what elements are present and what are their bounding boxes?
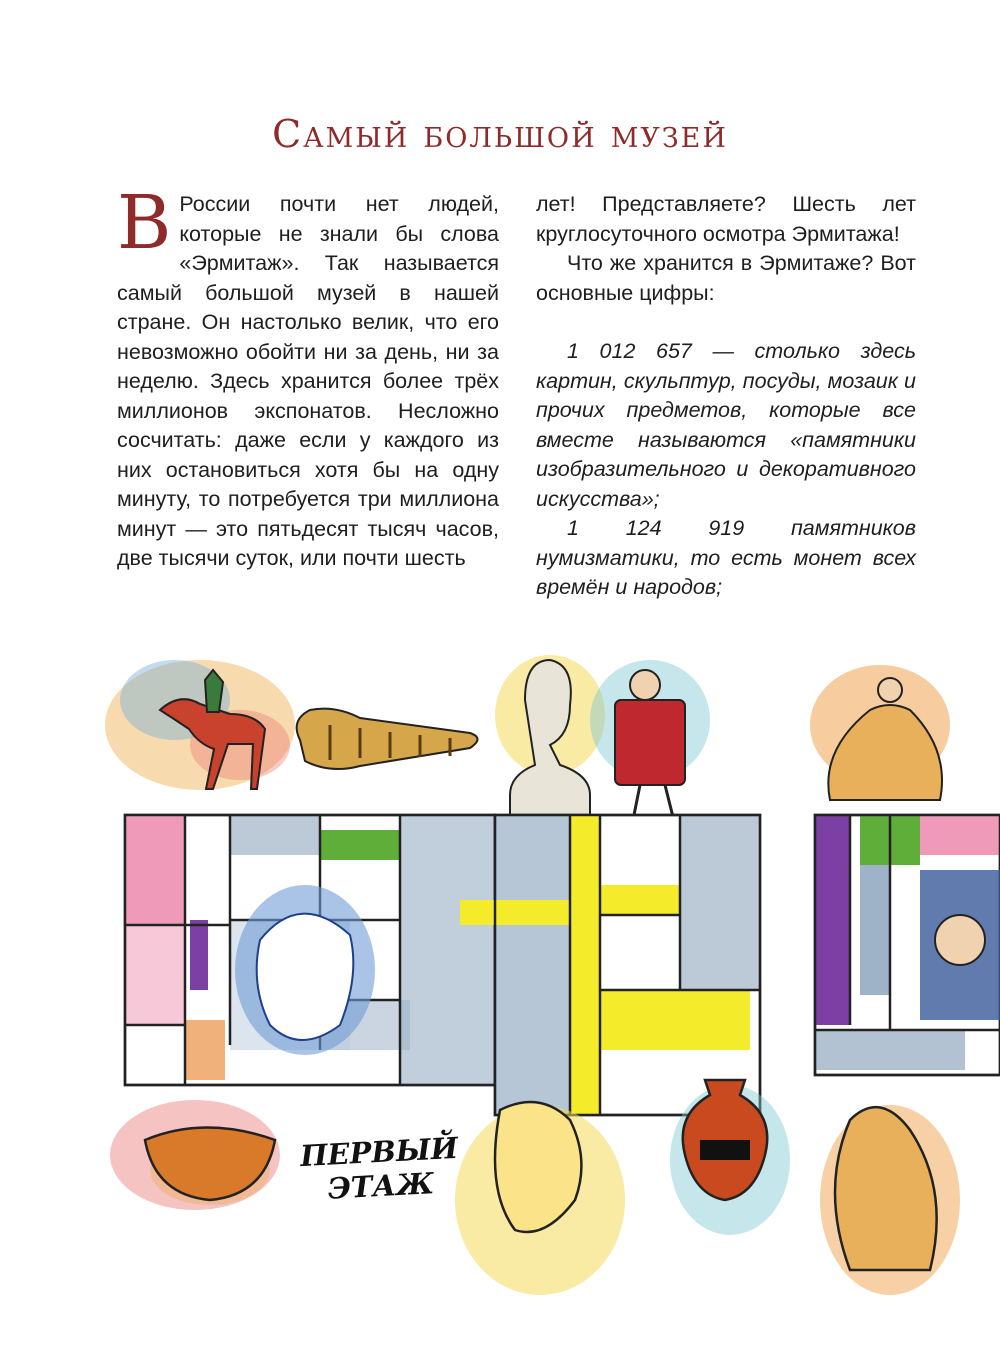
floor-label-line1: ПЕРВЫЙ	[299, 1130, 459, 1174]
lady-portrait-icon	[920, 870, 1000, 1020]
page-title: Самый большой музей	[272, 112, 728, 156]
intro-text: России почти нет людей, которые не знали бы слова «Эрмитаж». Так называется самый большой музей в нашей стране. Он настолько велик, что его невозможно обойти ни за день, ни за неделю. Здесь хранится более трёх миллионов экспонатов. Несложно сосчитать: даже если у каждого из них остановиться хотя бы на одну минуту, то потребуется три миллиона минут — это пятьдесят тысяч часов, две тысячи суток, или почти шесть	[117, 192, 499, 570]
dropcap-letter: В	[117, 180, 172, 266]
floor-label	[298, 1131, 461, 1207]
mummy-sarcophagus-icon	[297, 709, 478, 769]
zeus-head-icon	[235, 885, 375, 1055]
right-column	[536, 190, 916, 603]
figure-item-numismatics: 1 124 919 памятников нумизматики, то есть монет всех времён и народов;	[536, 516, 916, 599]
intro-paragraph	[117, 180, 499, 574]
left-column	[117, 180, 499, 574]
floor-label-line2: ЭТАЖ	[326, 1166, 435, 1206]
question-paragraph: Что же хранится в Эрмитаже? Вот основные цифры:	[536, 251, 916, 305]
continuation-paragraph: лет! Представляете? Шесть лет круглосуточного осмотра Эрмитажа!	[536, 192, 916, 246]
hermitage-floor-plan-illustration	[0, 640, 1000, 1367]
figure-item-art: 1 012 657 — столько здесь картин, скульптур, посуды, мозаик и прочих предметов, которые все вместе называются «памятники изобразительного и декоративного искусства»;	[536, 339, 916, 511]
